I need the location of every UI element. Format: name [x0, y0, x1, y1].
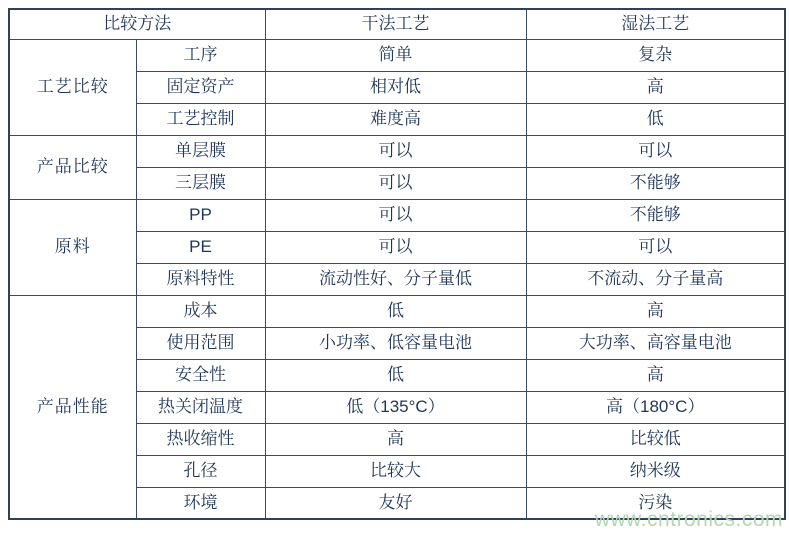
dry-value-cell: 难度高: [265, 103, 526, 135]
item-cell: 孔径: [136, 455, 265, 487]
dry-value-cell: 可以: [265, 231, 526, 263]
dry-value-cell: 相对低: [265, 71, 526, 103]
dry-value-cell: 友好: [265, 487, 526, 519]
dry-value-cell: 可以: [265, 167, 526, 199]
header-cell-method: 比较方法: [9, 9, 265, 39]
category-cell-product-performance: 产品性能: [9, 295, 136, 519]
item-cell: 工序: [136, 39, 265, 71]
item-cell: 工艺控制: [136, 103, 265, 135]
wet-value-cell: 不流动、分子量高: [526, 263, 785, 295]
item-cell: PP: [136, 199, 265, 231]
item-cell: 三层膜: [136, 167, 265, 199]
item-cell: 单层膜: [136, 135, 265, 167]
wet-value-cell: 污染: [526, 487, 785, 519]
wet-value-cell: 高: [526, 359, 785, 391]
item-cell: 使用范围: [136, 327, 265, 359]
dry-value-cell: 流动性好、分子量低: [265, 263, 526, 295]
wet-value-cell: 不能够: [526, 167, 785, 199]
item-cell: 固定资产: [136, 71, 265, 103]
item-cell: 安全性: [136, 359, 265, 391]
wet-value-cell: 大功率、高容量电池: [526, 327, 785, 359]
wet-value-cell: 低: [526, 103, 785, 135]
item-cell: 原料特性: [136, 263, 265, 295]
table-row: [9, 199, 785, 231]
dry-value-cell: 低（135°C）: [265, 391, 526, 423]
dry-value-cell: 可以: [265, 199, 526, 231]
wet-value-cell: 不能够: [526, 199, 785, 231]
wet-value-cell: 复杂: [526, 39, 785, 71]
dry-value-cell: 可以: [265, 135, 526, 167]
wet-value-cell: 纳米级: [526, 455, 785, 487]
dry-value-cell: 比较大: [265, 455, 526, 487]
header-cell-dry-process: 干法工艺: [265, 9, 526, 39]
wet-value-cell: 比较低: [526, 423, 785, 455]
item-cell: 环境: [136, 487, 265, 519]
watermark-text: www.cntronics.com: [594, 508, 783, 531]
wet-value-cell: 可以: [526, 135, 785, 167]
table-row: [9, 295, 785, 327]
dry-value-cell: 简单: [265, 39, 526, 71]
wet-value-cell: 高: [526, 71, 785, 103]
wet-value-cell: 高（180°C）: [526, 391, 785, 423]
header-row: [9, 9, 785, 39]
item-cell: PE: [136, 231, 265, 263]
dry-value-cell: 低: [265, 359, 526, 391]
dry-value-cell: 小功率、低容量电池: [265, 327, 526, 359]
wet-value-cell: 高: [526, 295, 785, 327]
comparison-table-container: [8, 8, 786, 520]
wet-value-cell: 可以: [526, 231, 785, 263]
item-cell: 热收缩性: [136, 423, 265, 455]
item-cell: 成本: [136, 295, 265, 327]
item-cell: 热关闭温度: [136, 391, 265, 423]
header-cell-wet-process: 湿法工艺: [526, 9, 785, 39]
table-row: [9, 135, 785, 167]
category-cell-raw-material: 原料: [9, 199, 136, 295]
category-cell-process-comparison: 工艺比较: [9, 39, 136, 135]
process-comparison-table: [8, 8, 786, 520]
table-row: [9, 39, 785, 71]
category-cell-product-comparison: 产品比较: [9, 135, 136, 199]
dry-value-cell: 高: [265, 423, 526, 455]
dry-value-cell: 低: [265, 295, 526, 327]
